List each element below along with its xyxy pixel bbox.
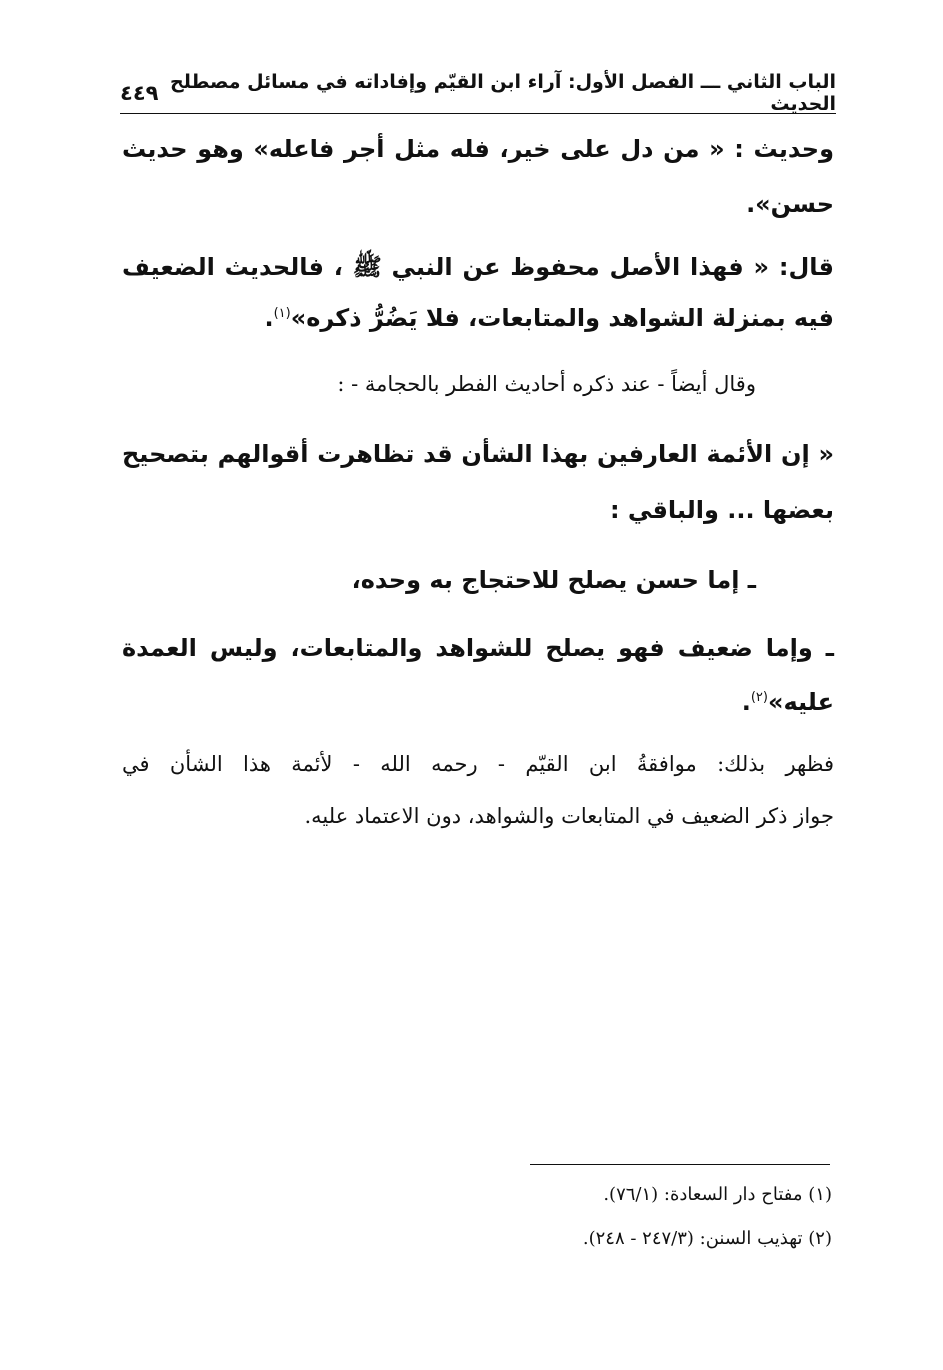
body-line-1: وحديث : « من دل على خير، فله مثل أجر فاعله» وهو حديث bbox=[122, 135, 834, 163]
body-line-11: فظهر بذلك: موافقةُ ابن القيّم - رحمه الله - لأئمة هذا الشأن في bbox=[122, 752, 834, 776]
body-line-9: ـ وإما ضعيف فهو يصلح للشواهد والمتابعات، وليس العمدة bbox=[122, 634, 834, 662]
body-line-7: بعضها ... والباقي : bbox=[609, 496, 834, 524]
body-line-4-text: فيه بمنزلة الشواهد والمتابعات، فلا يَضُرُّ ذكره» bbox=[290, 304, 834, 332]
footnote-ref-2: (٢) bbox=[750, 690, 768, 705]
header-title: الباب الثاني ـــ الفصل الأول: آراء ابن القيّم وإفاداته في مسائل مصطلح الحديث bbox=[170, 71, 836, 115]
body-line-8: ـ إما حسن يصلح للاحتجاج به وحده، bbox=[351, 566, 756, 594]
body-line-4: فيه بمنزلة الشواهد والمتابعات، فلا يَضُرُّ ذكره»$^{(١)}$. bbox=[264, 304, 834, 332]
footnote-ref-1: (١) bbox=[273, 306, 291, 321]
running-header bbox=[120, 71, 836, 115]
footnote-2: (٢) تهذيب السنن: (٢٤٧/٣ - ٢٤٨). bbox=[582, 1228, 832, 1249]
header-divider bbox=[120, 113, 836, 114]
footnote-divider bbox=[530, 1164, 830, 1165]
body-line-2: حسن». bbox=[746, 190, 834, 218]
footnote-1: (١) مفتاح دار السعادة: (٧٦/١). bbox=[603, 1184, 832, 1205]
body-line-3: قال: « فهذا الأصل محفوظ عن النبي ﷺ ، فالحديث الضعيف bbox=[122, 253, 834, 281]
body-line-6: « إن الأئمة العارفين بهذا الشأن قد تظاهرت أقوالهم بتصحيح bbox=[122, 440, 834, 468]
body-line-5: وقال أيضاً - عند ذكره أحاديث الفطر بالحجامة - : bbox=[337, 372, 756, 396]
body-line-10-text: عليه» bbox=[767, 688, 834, 716]
body-line-12: جواز ذكر الضعيف في المتابعات والشواهد، دون الاعتماد عليه. bbox=[304, 804, 834, 828]
page-number: ٤٤٩ bbox=[120, 81, 159, 105]
body-line-10: عليه»$^{(٢)}$. bbox=[741, 688, 834, 716]
